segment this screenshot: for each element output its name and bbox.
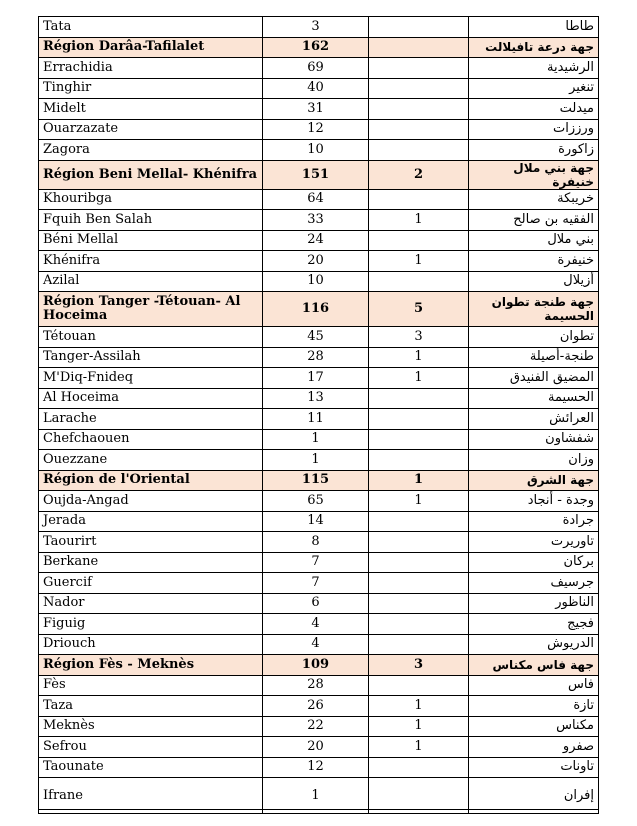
province-row — [39, 491, 599, 512]
province-row — [39, 140, 599, 161]
province-row — [39, 675, 599, 696]
name-ar-cell: فجيج — [469, 614, 599, 635]
name-fr-cell: Fquih Ben Salah — [39, 210, 263, 231]
name-ar-cell: جهة الشرق — [469, 470, 599, 491]
name-ar-cell: إفران — [469, 778, 599, 814]
province-row — [39, 409, 599, 430]
count-cell: 12 — [263, 757, 369, 778]
region-row — [39, 37, 599, 58]
province-row — [39, 614, 599, 635]
count-cell: 4 — [263, 634, 369, 655]
name-fr-cell: Région de l'Oriental — [39, 470, 263, 491]
extra-count-cell: 1 — [369, 737, 469, 758]
province-row — [39, 757, 599, 778]
name-fr-cell: Zagora — [39, 140, 263, 161]
extra-count-cell — [369, 99, 469, 120]
province-row — [39, 573, 599, 594]
name-ar-cell: العرائش — [469, 409, 599, 430]
name-fr-cell: Ouarzazate — [39, 119, 263, 140]
extra-count-cell — [369, 230, 469, 251]
name-fr-cell: Taounate — [39, 757, 263, 778]
name-fr-cell: Guercif — [39, 573, 263, 594]
province-row — [39, 78, 599, 99]
extra-count-cell: 1 — [369, 347, 469, 368]
name-fr-cell: Béni Mellal — [39, 230, 263, 251]
count-cell: 28 — [263, 675, 369, 696]
province-row — [39, 737, 599, 758]
count-cell: 12 — [263, 119, 369, 140]
extra-count-cell — [369, 593, 469, 614]
count-cell: 116 — [263, 292, 369, 327]
name-fr-cell: Tata — [39, 17, 263, 38]
extra-count-cell: 2 — [369, 160, 469, 189]
name-fr-cell: Taourirt — [39, 532, 263, 553]
name-ar-cell: جرادة — [469, 511, 599, 532]
province-row — [39, 119, 599, 140]
count-cell: 8 — [263, 532, 369, 553]
name-ar-cell: خريبكة — [469, 189, 599, 210]
name-ar-cell: صفرو — [469, 737, 599, 758]
count-cell: 28 — [263, 347, 369, 368]
province-row — [39, 99, 599, 120]
province-row — [39, 251, 599, 272]
name-fr-cell: Taza — [39, 696, 263, 717]
name-fr-cell: Berkane — [39, 552, 263, 573]
name-fr-cell: Midelt — [39, 99, 263, 120]
count-cell: 7 — [263, 573, 369, 594]
name-ar-cell: أزيلال — [469, 271, 599, 292]
name-fr-cell: Driouch — [39, 634, 263, 655]
count-cell: 151 — [263, 160, 369, 189]
count-cell: 40 — [263, 78, 369, 99]
name-ar-cell: الحسيمة — [469, 388, 599, 409]
count-cell: 20 — [263, 251, 369, 272]
name-fr-cell: M'Diq-Fnideq — [39, 368, 263, 389]
extra-count-cell: 1 — [369, 716, 469, 737]
name-ar-cell: وجدة - أنجاد — [469, 491, 599, 512]
count-cell: 10 — [263, 271, 369, 292]
province-row — [39, 593, 599, 614]
name-ar-cell: تطوان — [469, 327, 599, 348]
count-cell: 1 — [263, 450, 369, 471]
name-fr-cell: Khouribga — [39, 189, 263, 210]
province-row — [39, 271, 599, 292]
extra-count-cell: 3 — [369, 655, 469, 676]
extra-count-cell: 1 — [369, 368, 469, 389]
extra-count-cell — [369, 675, 469, 696]
name-fr-cell: Région Beni Mellal- Khénifra — [39, 160, 263, 189]
name-ar-cell: فاس — [469, 675, 599, 696]
name-fr-cell: Sefrou — [39, 737, 263, 758]
name-fr-cell: Ouezzane — [39, 450, 263, 471]
count-cell: 45 — [263, 327, 369, 348]
count-cell: 6 — [263, 593, 369, 614]
name-ar-cell: الناظور — [469, 593, 599, 614]
name-ar-cell: بني ملال — [469, 230, 599, 251]
count-cell: 10 — [263, 140, 369, 161]
count-cell: 13 — [263, 388, 369, 409]
count-cell: 115 — [263, 470, 369, 491]
count-cell: 11 — [263, 409, 369, 430]
extra-count-cell — [369, 634, 469, 655]
name-ar-cell: بركان — [469, 552, 599, 573]
extra-count-cell: 1 — [369, 696, 469, 717]
name-ar-cell: وزان — [469, 450, 599, 471]
province-row — [39, 388, 599, 409]
name-ar-cell: تاونات — [469, 757, 599, 778]
name-ar-cell: ورززات — [469, 119, 599, 140]
province-row — [39, 634, 599, 655]
extra-count-cell: 1 — [369, 210, 469, 231]
name-fr-cell: Khénifra — [39, 251, 263, 272]
count-cell: 109 — [263, 655, 369, 676]
name-ar-cell: جرسيف — [469, 573, 599, 594]
province-stats-table — [38, 16, 599, 814]
name-ar-cell: طنجة-أصيلة — [469, 347, 599, 368]
name-fr-cell: Chefchaouen — [39, 429, 263, 450]
name-fr-cell: Errachidia — [39, 58, 263, 79]
extra-count-cell — [369, 271, 469, 292]
extra-count-cell: 5 — [369, 292, 469, 327]
province-row — [39, 347, 599, 368]
extra-count-cell — [369, 450, 469, 471]
region-row — [39, 655, 599, 676]
extra-count-cell: 3 — [369, 327, 469, 348]
name-fr-cell: Tinghir — [39, 78, 263, 99]
name-ar-cell: شفشاون — [469, 429, 599, 450]
count-cell: 65 — [263, 491, 369, 512]
extra-count-cell — [369, 511, 469, 532]
province-row — [39, 230, 599, 251]
name-fr-cell: Tanger-Assilah — [39, 347, 263, 368]
extra-count-cell — [369, 37, 469, 58]
name-ar-cell: المضيق الفنيدق — [469, 368, 599, 389]
name-fr-cell: Nador — [39, 593, 263, 614]
name-fr-cell: Meknès — [39, 716, 263, 737]
name-ar-cell: تنغير — [469, 78, 599, 99]
name-fr-cell: Al Hoceima — [39, 388, 263, 409]
extra-count-cell — [369, 119, 469, 140]
name-fr-cell: Région Darâa-Tafilalet — [39, 37, 263, 58]
count-cell: 33 — [263, 210, 369, 231]
name-fr-cell: Tétouan — [39, 327, 263, 348]
name-ar-cell: جهة طنجة تطوان الحسيمة — [469, 292, 599, 327]
extra-count-cell — [369, 614, 469, 635]
province-row — [39, 58, 599, 79]
name-ar-cell: مكناس — [469, 716, 599, 737]
region-row — [39, 470, 599, 491]
extra-count-cell — [369, 409, 469, 430]
province-row — [39, 450, 599, 471]
count-cell: 3 — [263, 17, 369, 38]
province-row — [39, 210, 599, 231]
province-row — [39, 696, 599, 717]
region-row — [39, 160, 599, 189]
extra-count-cell — [369, 17, 469, 38]
extra-count-cell — [369, 140, 469, 161]
count-cell: 1 — [263, 778, 369, 814]
name-fr-cell: Oujda-Angad — [39, 491, 263, 512]
province-row — [39, 327, 599, 348]
name-ar-cell: تازة — [469, 696, 599, 717]
extra-count-cell — [369, 58, 469, 79]
extra-count-cell — [369, 532, 469, 553]
count-cell: 4 — [263, 614, 369, 635]
region-row — [39, 292, 599, 327]
province-row — [39, 511, 599, 532]
extra-count-cell — [369, 189, 469, 210]
name-ar-cell: جهة درعة تافيلالت — [469, 37, 599, 58]
name-ar-cell: الرشيدية — [469, 58, 599, 79]
extra-count-cell — [369, 78, 469, 99]
province-row — [39, 532, 599, 553]
count-cell: 22 — [263, 716, 369, 737]
province-row — [39, 552, 599, 573]
extra-count-cell: 1 — [369, 491, 469, 512]
count-cell: 26 — [263, 696, 369, 717]
extra-count-cell — [369, 757, 469, 778]
name-ar-cell: الفقيه بن صالح — [469, 210, 599, 231]
province-row — [39, 17, 599, 38]
name-fr-cell: Région Fès - Meknès — [39, 655, 263, 676]
count-cell: 17 — [263, 368, 369, 389]
name-fr-cell: Ifrane — [39, 778, 263, 814]
province-row — [39, 716, 599, 737]
province-row — [39, 368, 599, 389]
name-ar-cell: طاطا — [469, 17, 599, 38]
name-fr-cell: Azilal — [39, 271, 263, 292]
count-cell: 14 — [263, 511, 369, 532]
count-cell: 69 — [263, 58, 369, 79]
name-ar-cell: الدريوش — [469, 634, 599, 655]
extra-count-cell — [369, 573, 469, 594]
name-ar-cell: جهة فاس مكناس — [469, 655, 599, 676]
extra-count-cell: 1 — [369, 251, 469, 272]
province-row — [39, 189, 599, 210]
extra-count-cell — [369, 552, 469, 573]
extra-count-cell — [369, 429, 469, 450]
name-ar-cell: ميدلت — [469, 99, 599, 120]
count-cell: 31 — [263, 99, 369, 120]
count-cell: 64 — [263, 189, 369, 210]
page-bottom-rule — [38, 809, 598, 810]
name-fr-cell: Jerada — [39, 511, 263, 532]
name-ar-cell: جهة بني ملال خنيفرة — [469, 160, 599, 189]
extra-count-cell — [369, 388, 469, 409]
name-fr-cell: Fès — [39, 675, 263, 696]
name-ar-cell: خنيفرة — [469, 251, 599, 272]
count-cell: 162 — [263, 37, 369, 58]
extra-count-cell: 1 — [369, 470, 469, 491]
count-cell: 24 — [263, 230, 369, 251]
count-cell: 7 — [263, 552, 369, 573]
name-fr-cell: Figuig — [39, 614, 263, 635]
name-ar-cell: تاوريرت — [469, 532, 599, 553]
count-cell: 20 — [263, 737, 369, 758]
count-cell: 1 — [263, 429, 369, 450]
name-ar-cell: زاكورة — [469, 140, 599, 161]
name-fr-cell: Larache — [39, 409, 263, 430]
province-row — [39, 429, 599, 450]
table-body — [39, 17, 599, 814]
name-fr-cell: Région Tanger -Tétouan- Al Hoceima — [39, 292, 263, 327]
